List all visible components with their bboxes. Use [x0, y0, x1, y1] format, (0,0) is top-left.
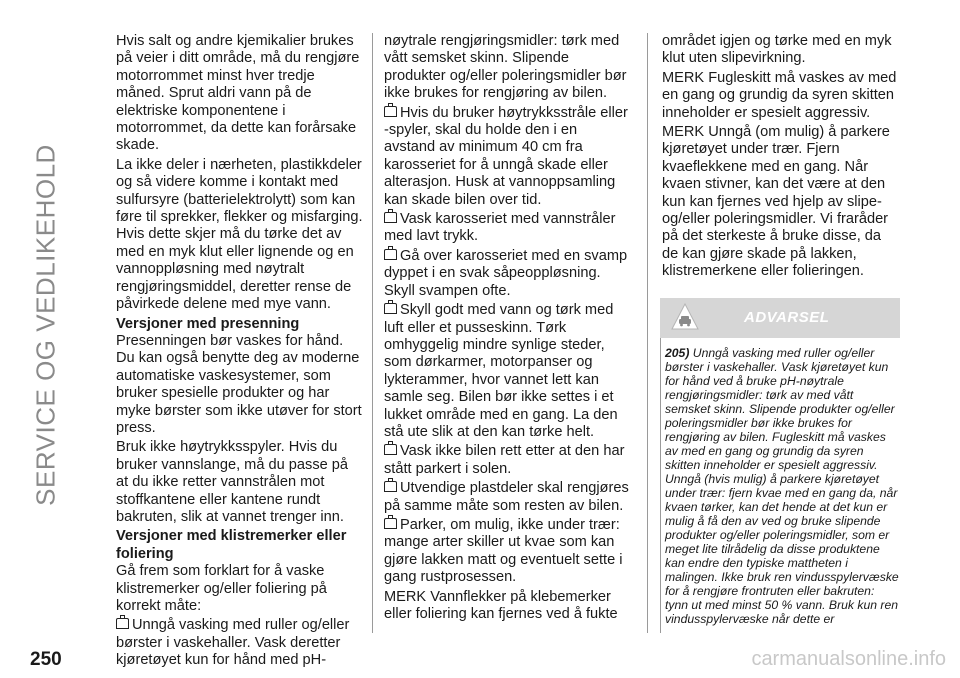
car-bullet-icon: [384, 249, 397, 260]
paragraph: Presenningen bør vaskes for hånd. Du kan også benytte deg av moderne automatiske vaskesystemer, som bruker spesielle produkter og har myke børster som ikke utøver for stort press.: [116, 332, 362, 436]
list-item: [384, 443, 632, 478]
list-item-text: Parker, om mulig, ikke under trær: mange arter skiller ut kvae som kan gjøre lakken matt og eventuelt sette i gang rustprosessen.: [384, 516, 623, 586]
section-side-title: SERVICE OG VEDLIKEHOLD: [30, 144, 61, 506]
paragraph: MERK Unngå (om mulig) å parkere kjøretøyet under trær. Fjern kvaeflekkene med en gang. Når kvaen stivner, kan det være at den kun kan fjernes ved hjelp av slipe- og/eller poleringsmidler. Vi fraråder på det sterkeste å bruke disse, da de kan gjøre skade på lakken, klistremerkene eller folieringen.: [662, 124, 890, 280]
section-heading: Versjoner med presenning: [116, 315, 300, 332]
car-bullet-icon: [384, 518, 397, 529]
watermark-footer: carmanualsonline.info: [751, 648, 946, 670]
list-item: [384, 302, 632, 441]
car-bullet-icon: [384, 106, 397, 117]
car-bullet-icon: [384, 444, 397, 455]
paragraph: Gå frem som forklart for å vaske klistremerker og/eller foliering på korrekt måte:: [116, 563, 327, 614]
paragraph: området igjen og tørke med en myk klut uten slipevirkning.: [662, 33, 892, 67]
warning-body: [660, 338, 899, 633]
warning-header: [660, 298, 900, 338]
car-bullet-icon: [384, 303, 397, 314]
list-item-text: Vask ikke bilen rett etter at den har stått parkert i solen.: [384, 443, 625, 477]
column-divider: [372, 33, 373, 633]
list-item-text: Vask karosseriet med vannstråler med lavt trykk.: [384, 211, 616, 245]
warning-title: ADVARSEL: [744, 309, 830, 326]
car-warning-icon: [670, 302, 700, 332]
text-column-2: [384, 33, 632, 625]
list-item: [384, 248, 632, 300]
page-number: 250: [30, 649, 62, 670]
list-item-text: Utvendige plastdeler skal rengjøres på samme måte som resten av bilen.: [384, 480, 629, 514]
list-item-text: Skyll godt med vann og tørk med luft eller et pusseskinn. Tørk omhyggelig mindre synlige steder, som dørkarmer, motorpanser og lykterammer, hvor vannet lett kan samle seg. Bilen bør ikke settes i et lukket område med en gang. La den stå ute slik at den kan tørke helt.: [384, 302, 618, 440]
list-item-text: Gå over karosseriet med en svamp dyppet i en svak såpeoppløsning. Skyll svampen ofte.: [384, 247, 628, 299]
list-item: [116, 617, 364, 669]
car-bullet-icon: [384, 212, 397, 223]
list-item-text: Unngå vasking med ruller og/eller børster i vaskehaller. Vask deretter kjøretøyet kun for hånd med pH-: [116, 617, 350, 669]
text-column-1: [116, 33, 364, 672]
column-divider: [647, 33, 648, 633]
section-heading: Versjoner med klistremerker eller foliering: [116, 528, 347, 562]
paragraph: MERK Fugleskitt må vaskes av med en gang og grundig da syren skitten inneholder er spesielt aggressiv.: [662, 69, 897, 121]
car-bullet-icon: [384, 481, 397, 492]
list-item: [384, 517, 632, 587]
paragraph: La ikke deler i nærheten, plastikkdeler og så videre komme i kontakt med sulfursyre (batterielektrolytt) som kan føre til sprekker, flekker og misfarging. Hvis dette skjer må du tørke det av med en myk klut eller lignende og en vannoppløsning med nøytralt rengjøringsmiddel, deretter rense de påvirkede delene med mye vann.: [116, 156, 363, 313]
list-item: [384, 105, 632, 209]
paragraph: Bruk ikke høytrykksspyler. Hvis du bruker vannslange, må du passe på at du ikke retter vannstrålen mot stoffkantene eller kantene rundt bakruten, slik at vannet trenger inn.: [116, 439, 349, 525]
list-item-text: Hvis du bruker høytrykksstråle eller -spyler, skal du holde den i en avstand av minimum 40 cm fra karosseriet for å unngå skade eller alterasjon. Husk at vannoppsamling kan skade bilen over tid.: [384, 104, 628, 208]
warning-number: 205): [665, 346, 690, 360]
list-item: [384, 211, 632, 246]
car-bullet-icon: [116, 618, 129, 629]
warning-text: Unngå vasking med ruller og/eller børster i vaskehaller. Vask kjøretøyet kun for hånd ved å bruke pH-nøytrale rengjøringsmidler: tørk av med vått semsket skinn. Slipende produkter og/eller poleringsmidler bør ikke brukes for rengjøring av bilen. Fugleskitt må vaskes av med en gang og grundig da syren skitten inneholder er spesielt aggressiv. Unngå (hvis mulig) å parkere kjøretøyet under trær: fjern kvae med en gang da, når kvaen tørker, kan det hende at det kun er mulig å få den av ved og bruke slipende produkter og/eller poleringsmidler, som er meget lite tilrådelig da disse produktene kan endre den typiske mattheten i malingen. Ikke bruk ren vindusspylervæske for å rengjøre frontruten eller bakruten: tynn ut med minst 50 % vann. Bruk kun ren vindusspylervæske når dette er: [665, 346, 899, 626]
paragraph: Hvis salt og andre kjemikalier brukes på veier i ditt område, må du rengjøre motorrommet minst hver tredje måned. Sprut aldri vann på de elektriske komponentene i motorrommet, da dette kan forårsake skade.: [116, 33, 360, 154]
paragraph: MERK Vannflekker på klebemerker eller foliering kan fjernes ved å fukte: [384, 588, 618, 622]
list-item: [384, 480, 632, 515]
paragraph: nøytrale rengjøringsmidler: tørk med vått semsket skinn. Slipende produkter og/eller poleringsmidler bør ikke brukes for rengjøring av bilen.: [384, 33, 627, 102]
text-column-3: [662, 33, 900, 283]
